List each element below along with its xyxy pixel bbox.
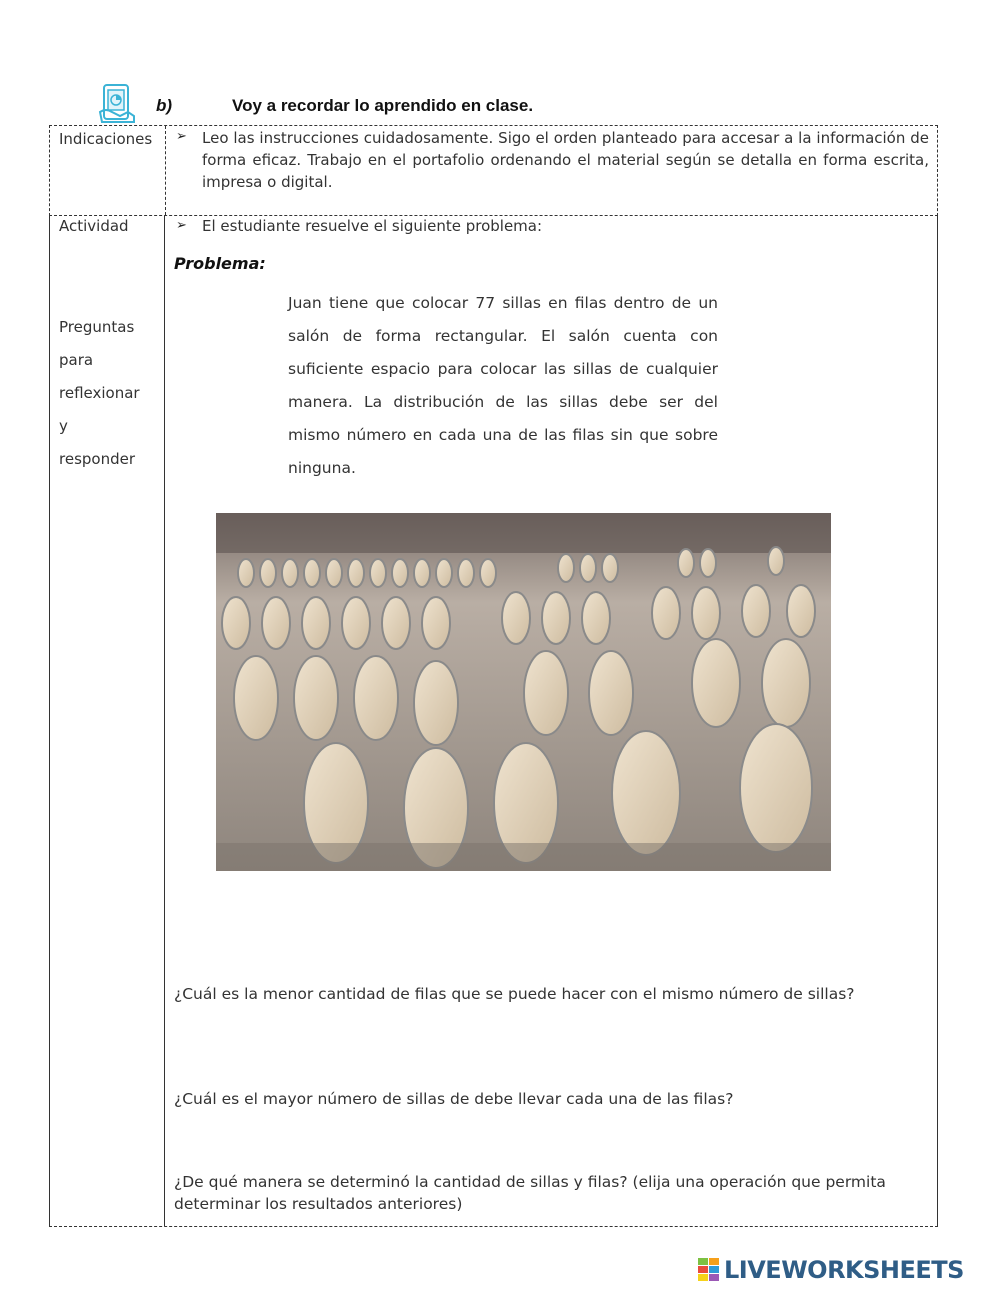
question-3: ¿De qué manera se determinó la cantidad de sillas y filas? (elija una operación que permita determinar los resultados anteriores)	[174, 1173, 886, 1213]
column-divider	[165, 126, 166, 215]
instructions-row	[49, 125, 938, 216]
questions-label-line: para	[59, 351, 94, 369]
liveworksheets-wordmark: LIVEWORKSHEETS	[724, 1256, 964, 1284]
questions-label	[59, 311, 140, 476]
section-title: Voy a recordar lo aprendido en clase.	[232, 96, 534, 115]
question-1: ¿Cuál es la menor cantidad de filas que se puede hacer con el mismo número de sillas?	[174, 985, 855, 1003]
questions-label-line: y	[59, 417, 68, 435]
column-divider	[164, 215, 165, 1226]
activity-intro: El estudiante resuelve el siguiente problema:	[202, 217, 543, 235]
problem-text: Juan tiene que colocar 77 sillas en filas dentro de un salón de forma rectangular. El salón cuenta con suficiente espacio para colocar las sillas de cualquier manera. La distribución de las sillas debe ser del mismo número en cada una de las filas sin que sobre ninguna.	[288, 294, 718, 477]
problem-heading: Problema:	[174, 254, 266, 273]
rows-of-banquet-chairs-photo	[216, 513, 831, 871]
activity-label: Actividad	[59, 217, 129, 235]
question-2: ¿Cuál es el mayor número de sillas de debe llevar cada una de las filas?	[174, 1090, 734, 1108]
liveworksheets-blocks-icon	[698, 1258, 720, 1282]
tablet-chart-icon	[98, 82, 140, 124]
activity-row	[49, 215, 938, 1227]
questions-label-line: responder	[59, 450, 136, 468]
questions-label-line: Preguntas	[59, 318, 135, 336]
arrow-bullet-icon: ➢	[176, 129, 187, 144]
activity-table	[49, 125, 938, 1228]
arrow-bullet-icon: ➢	[176, 218, 187, 233]
instructions-text: Leo las instrucciones cuidadosamente. Sigo el orden planteado para accesar a la información de forma eficaz. Trabajo en el portafolio ordenando el material según se detalla en forma escrita, impresa o digital.	[202, 129, 929, 191]
instructions-label: Indicaciones	[59, 130, 153, 148]
section-letter: b)	[156, 96, 173, 115]
questions-label-line: reflexionar	[59, 384, 140, 402]
